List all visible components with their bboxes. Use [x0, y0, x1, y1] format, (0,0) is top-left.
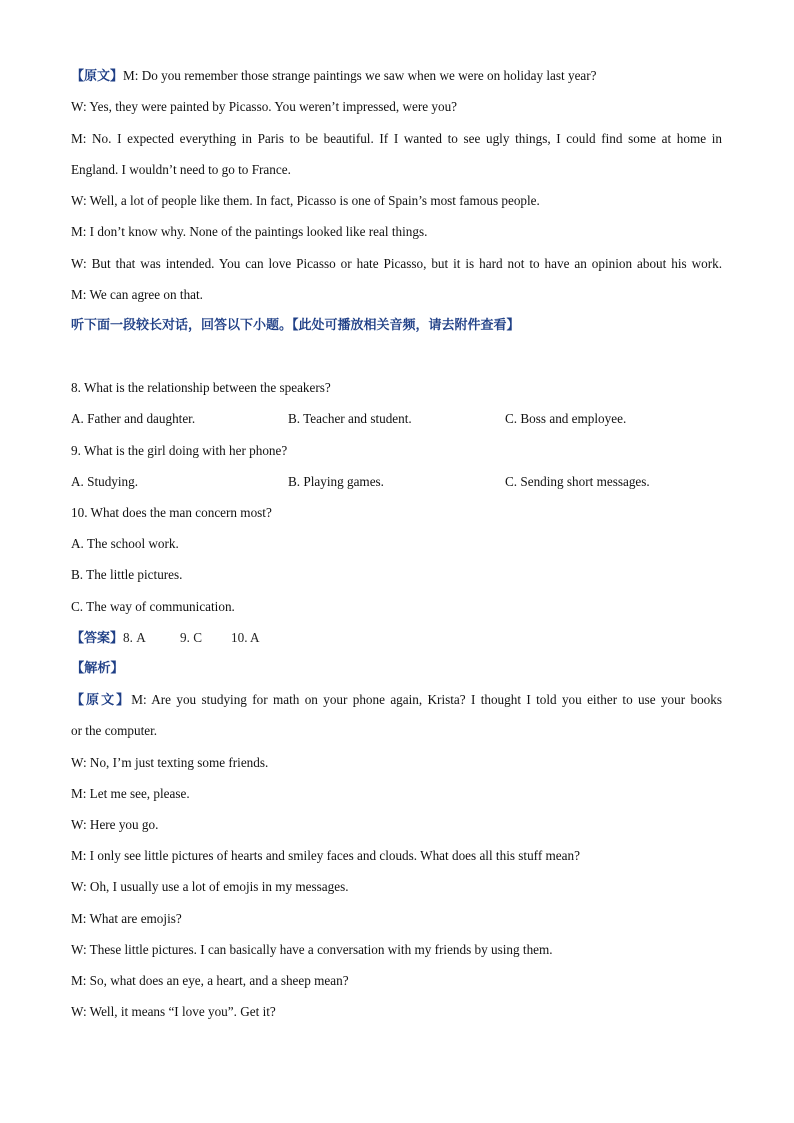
- analysis-tag: 【解析】: [71, 661, 124, 676]
- transcript-line: W: Yes, they were painted by Picasso. You weren’t impressed, were you?: [71, 99, 458, 114]
- q9-option-c: C. Sending short messages.: [505, 474, 650, 489]
- transcript-line: England. I wouldn’t need to go to France.: [71, 162, 291, 177]
- answer-line: [71, 629, 146, 648]
- q8-option-c: C. Boss and employee.: [505, 411, 627, 426]
- answer-tag: 【答案】: [71, 631, 124, 646]
- q9-option-b: B. Playing games.: [288, 474, 384, 489]
- q10-option-c: C. The way of communication.: [71, 599, 235, 614]
- transcript-line: M: I don’t know why. None of the paintings looked like real things.: [71, 224, 428, 239]
- transcript-line: W: But that was intended. You can love Picasso or hate Picasso, but it is hard not to have an opinion about his work.: [71, 256, 722, 271]
- transcript-line: W: Oh, I usually use a lot of emojis in my messages.: [71, 879, 349, 894]
- question-9: 9. What is the girl doing with her phone?: [71, 443, 288, 458]
- transcript-line: W: Here you go.: [71, 817, 159, 832]
- listening-instruction: 听下面一段较长对话，回答以下小题。【此处可播放相关音频，请去附件查看】: [71, 318, 520, 333]
- transcript-line: or the computer.: [71, 723, 158, 738]
- q10-option-b: B. The little pictures.: [71, 567, 183, 582]
- transcript-line: 【原文】M: Do you remember those strange paintings we saw when we were on holiday last year?: [71, 68, 597, 84]
- answer-10: 10. A: [231, 630, 260, 645]
- transcript-line: W: Well, it means “I love you”. Get it?: [71, 1004, 276, 1019]
- q10-option-a: A. The school work.: [71, 536, 179, 551]
- question-10: 10. What does the man concern most?: [71, 505, 272, 520]
- answer-9: 9. C: [180, 630, 202, 645]
- transcript-line: W: Well, a lot of people like them. In fact, Picasso is one of Spain’s most famous people.: [71, 193, 540, 208]
- transcript-line: M: We can agree on that.: [71, 287, 203, 302]
- answer-8: 8. A: [123, 630, 146, 645]
- transcript-line: W: These little pictures. I can basically have a conversation with my friends by using them.: [71, 942, 553, 957]
- transcript-line: M: No. I expected everything in Paris to be beautiful. If I wanted to see ugly things, I could find some at home in: [71, 131, 722, 146]
- transcript-line: M: What are emojis?: [71, 911, 182, 926]
- question-8: 8. What is the relationship between the speakers?: [71, 380, 331, 395]
- q8-option-b: B. Teacher and student.: [288, 411, 412, 426]
- original-text-tag: 【原文】: [71, 69, 124, 84]
- transcript-line: M: I only see little pictures of hearts and smiley faces and clouds. What does all this stuff mean?: [71, 848, 580, 863]
- transcript-line: 【原文】M: Are you studying for math on your phone again, Krista? I thought I told you either to use your books: [71, 692, 722, 708]
- q9-option-a: A. Studying.: [71, 474, 139, 489]
- transcript-line: M: Let me see, please.: [71, 786, 190, 801]
- q8-option-a: A. Father and daughter.: [71, 411, 196, 426]
- original-text-tag: 【原文】: [71, 693, 132, 708]
- transcript-line: W: No, I’m just texting some friends.: [71, 755, 269, 770]
- transcript-line: M: So, what does an eye, a heart, and a sheep mean?: [71, 973, 349, 988]
